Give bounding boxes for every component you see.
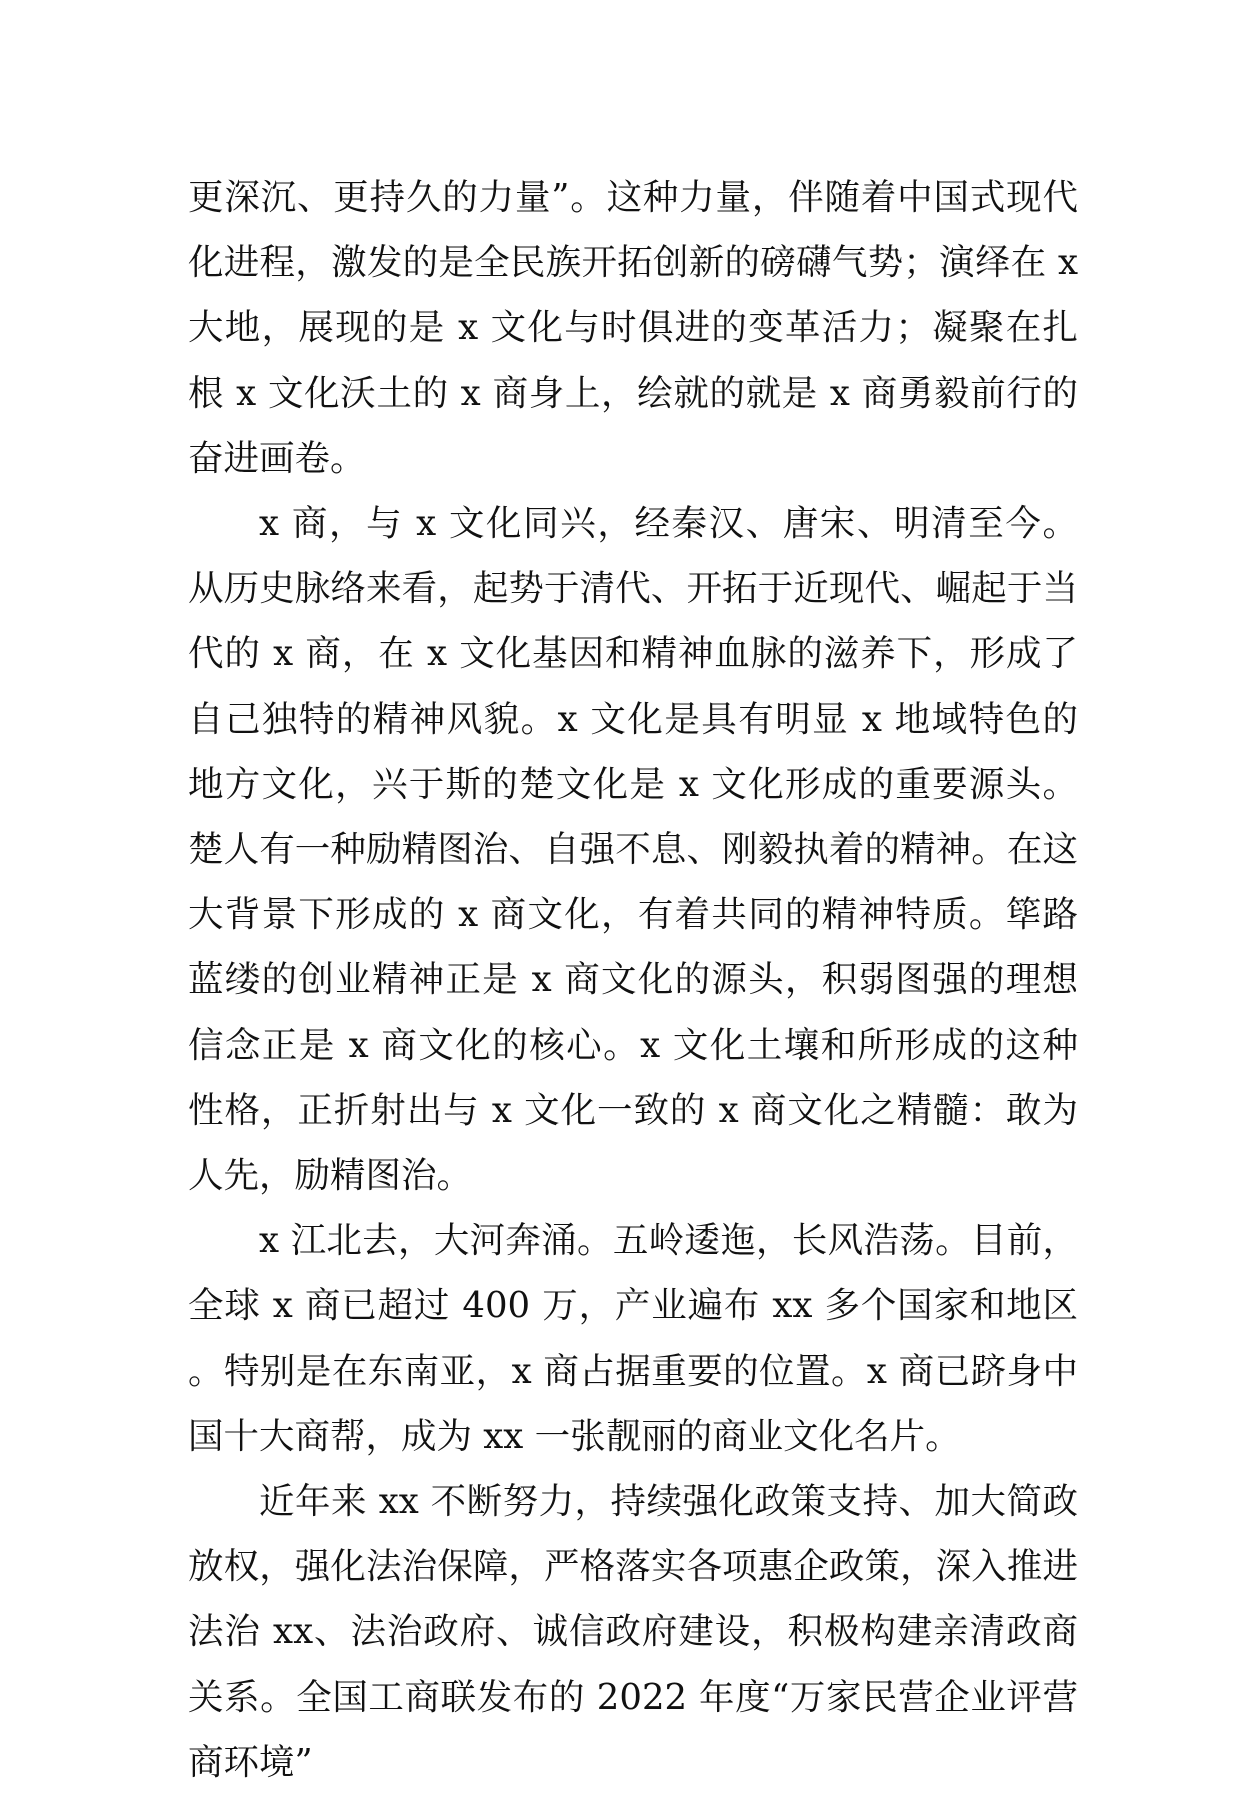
paragraph-1: 更深沉、更持久的力量”。这种力量，伴随着中国式现代化进程，激发的是全民族开拓创新的磅礴气势；演绎在 x 大地，展现的是 x 文化与时俱进的变革活力；凝聚在扎根 x 文化沃土的 x 商身上，绘就的就是 x 商勇毅前行的奋进画卷。 — [188, 177, 1078, 479]
paragraph-2: x 商，与 x 文化同兴，经秦汉、唐宋、明清至今。从历史脉络来看，起势于清代、开拓于近现代、崛起于当代的 x 商，在 x 文化基因和精神血脉的滋养下，形成了自己独特的精神风貌。x 文化是具有明显 x 地域特色的地方文化，兴于斯的楚文化是 x 文化形成的重要源头。楚人有一种励精图治、自强不息、刚毅执着的精神。在这大背景下形成的 x 商文化，有着共同的精神特质。筚路蓝缕的创业精神正是 x 商文化的源头，积弱图强的理想信念正是 x 商文化的核心。x 文化土壤和所形成的这种性格，正折射出与 x 文化一致的 x 商文化之精髓：敢为人先，励精图治。 — [188, 503, 1078, 1197]
paragraph-4: 近年来 xx 不断努力，持续强化政策支持、加大简政放权，强化法治保障，严格落实各项惠企政策，深入推进法治 xx、法治政府、诚信政府建设，积极构建亲清政商关系。全国工商联发布的 2022 年度“万家民营企业评营商环境” — [188, 1481, 1078, 1783]
paragraph-3: x 江北去，大河奔涌。五岭逶迤，长风浩荡。目前，全球 x 商已超过 400 万，产业遍布 xx 多个国家和地区。特别是在东南亚，x 商占据重要的位置。x 商已跻身中国十大商帮，成为 xx 一张靓丽的商业文化名片。 — [188, 1220, 1078, 1457]
body-text — [188, 165, 1078, 1795]
